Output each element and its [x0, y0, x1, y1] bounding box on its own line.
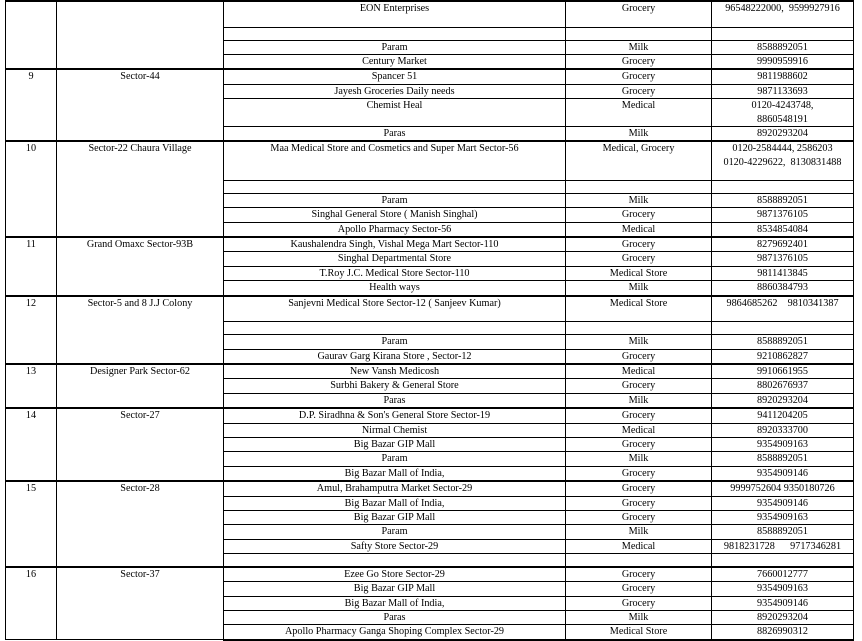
phone-cell — [712, 27, 854, 40]
phone-cell: 8588892051 — [712, 193, 854, 207]
store-name-cell: EON Enterprises — [224, 1, 566, 27]
store-type-cell: Grocery — [566, 466, 712, 481]
store-type-cell: Medical — [566, 539, 712, 553]
store-type-cell: Milk — [566, 452, 712, 466]
store-type-cell: Grocery — [566, 481, 712, 496]
store-name-cell: Big Bazar GIP Mall — [224, 511, 566, 525]
store-name-cell: Paras — [224, 611, 566, 625]
serial-number-cell: 11 — [6, 237, 57, 296]
store-name-cell: T.Roy J.C. Medical Store Sector-110 — [224, 266, 566, 280]
phone-cell: 8279692401 — [712, 237, 854, 252]
phone-cell: 8920293204 — [712, 611, 854, 625]
store-name-cell: Singhal General Store ( Manish Singhal) — [224, 208, 566, 222]
area-cell: Sector-5 and 8 J.J Colony — [57, 296, 224, 364]
store-type-cell: Medical Store — [566, 266, 712, 280]
store-name-cell: Big Bazar Mall of India, — [224, 466, 566, 481]
store-directory-table — [5, 0, 854, 641]
phone-cell: 9864685262 9810341387 — [712, 296, 854, 322]
phone-cell: 8920293204 — [712, 393, 854, 408]
phone-cell: 8588892051 — [712, 525, 854, 539]
phone-cell: 8802676937 — [712, 379, 854, 393]
phone-cell: 8534854084 — [712, 222, 854, 237]
phone-cell: 9354909146 — [712, 466, 854, 481]
phone-cell: 7660012777 — [712, 567, 854, 582]
store-name-cell: New Vansh Medicosh — [224, 364, 566, 379]
phone-cell: 9354909163 — [712, 582, 854, 596]
store-name-cell: Paras — [224, 393, 566, 408]
store-name-cell: Ezee Go Store Sector-29 — [224, 567, 566, 582]
phone-cell: 8826990312 — [712, 625, 854, 640]
store-directory-sheet — [5, 0, 854, 641]
store-name-cell: Sanjevni Medical Store Sector-12 ( Sanjeev Kumar) — [224, 296, 566, 322]
area-cell: Sector-22 Chaura Village — [57, 141, 224, 237]
store-name-cell: Singhal Departmental Store — [224, 252, 566, 266]
store-name-cell: Param — [224, 40, 566, 54]
serial-number-cell: 12 — [6, 296, 57, 364]
store-name-cell: Amul, Brahamputra Market Sector-29 — [224, 481, 566, 496]
store-type-cell — [566, 554, 712, 567]
area-cell: Sector-44 — [57, 69, 224, 141]
area-cell: Sector-27 — [57, 408, 224, 481]
store-type-cell — [566, 322, 712, 335]
area-group — [6, 1, 854, 69]
area-group — [6, 296, 854, 364]
store-type-cell: Medical Store — [566, 296, 712, 322]
store-type-cell: Grocery — [566, 496, 712, 510]
store-type-cell: Grocery — [566, 54, 712, 69]
area-cell — [57, 1, 224, 69]
store-type-cell: Medical — [566, 99, 712, 127]
area-group — [6, 567, 854, 640]
store-name-cell: Apollo Pharmacy Sector-56 — [224, 222, 566, 237]
store-type-cell: Grocery — [566, 349, 712, 364]
store-name-cell: Jayesh Groceries Daily needs — [224, 84, 566, 98]
phone-cell: 0120-4243748, 8860548191 — [712, 99, 854, 127]
store-name-cell: Spancer 51 — [224, 69, 566, 84]
phone-cell: 9871376105 — [712, 252, 854, 266]
store-name-cell — [224, 322, 566, 335]
phone-cell: 9411204205 — [712, 408, 854, 423]
table-row — [6, 296, 854, 322]
area-group — [6, 481, 854, 567]
store-type-cell: Grocery — [566, 567, 712, 582]
serial-number-cell: 13 — [6, 364, 57, 408]
serial-number-cell: 14 — [6, 408, 57, 481]
store-type-cell: Grocery — [566, 408, 712, 423]
store-name-cell: Paras — [224, 126, 566, 141]
table-row — [6, 481, 854, 496]
phone-cell: 9871133693 — [712, 84, 854, 98]
store-name-cell: Big Bazar GIP Mall — [224, 438, 566, 452]
store-type-cell: Grocery — [566, 438, 712, 452]
phone-cell: 9354909146 — [712, 596, 854, 610]
store-name-cell: Param — [224, 193, 566, 207]
phone-cell: 96548222000, 9599927916 — [712, 1, 854, 27]
store-type-cell: Milk — [566, 126, 712, 141]
store-type-cell: Grocery — [566, 379, 712, 393]
store-type-cell: Grocery — [566, 69, 712, 84]
phone-cell: 9354909146 — [712, 496, 854, 510]
phone-cell — [712, 180, 854, 193]
store-name-cell: Health ways — [224, 281, 566, 296]
store-name-cell — [224, 27, 566, 40]
store-type-cell: Milk — [566, 281, 712, 296]
store-type-cell: Grocery — [566, 582, 712, 596]
table-row — [6, 237, 854, 252]
store-type-cell: Grocery — [566, 596, 712, 610]
table-row — [6, 408, 854, 423]
area-cell: Designer Park Sector-62 — [57, 364, 224, 408]
store-type-cell: Milk — [566, 40, 712, 54]
phone-cell: 9990959916 — [712, 54, 854, 69]
phone-cell: 8588892051 — [712, 335, 854, 349]
phone-cell: 9871376105 — [712, 208, 854, 222]
store-name-cell: Big Bazar GIP Mall — [224, 582, 566, 596]
store-type-cell — [566, 27, 712, 40]
store-type-cell: Medical, Grocery — [566, 141, 712, 180]
store-type-cell: Milk — [566, 335, 712, 349]
store-name-cell: Param — [224, 525, 566, 539]
store-type-cell: Grocery — [566, 252, 712, 266]
phone-cell: 9910661955 — [712, 364, 854, 379]
store-name-cell: Surbhi Bakery & General Store — [224, 379, 566, 393]
store-type-cell: Grocery — [566, 1, 712, 27]
store-name-cell — [224, 180, 566, 193]
phone-cell: 8860384793 — [712, 281, 854, 296]
store-type-cell: Medical Store — [566, 625, 712, 640]
store-type-cell: Grocery — [566, 84, 712, 98]
store-type-cell — [566, 180, 712, 193]
phone-cell: 9818231728 9717346281 — [712, 539, 854, 553]
area-group — [6, 237, 854, 296]
store-name-cell: Big Bazar Mall of India, — [224, 496, 566, 510]
store-type-cell: Medical — [566, 364, 712, 379]
table-row — [6, 69, 854, 84]
phone-cell: 0120-2584444, 2586203 0120-4229622, 8130831488 — [712, 141, 854, 180]
table-row — [6, 1, 854, 27]
table-row — [6, 567, 854, 582]
store-name-cell: Apollo Pharmacy Ganga Shoping Complex Sector-29 — [224, 625, 566, 640]
store-type-cell: Grocery — [566, 208, 712, 222]
store-name-cell: Century Market — [224, 54, 566, 69]
phone-cell: 9999752604 9350180726 — [712, 481, 854, 496]
phone-cell: 8920293204 — [712, 126, 854, 141]
phone-cell: 9811413845 — [712, 266, 854, 280]
area-group — [6, 141, 854, 237]
store-name-cell: Param — [224, 452, 566, 466]
store-type-cell: Milk — [566, 525, 712, 539]
store-name-cell: Safty Store Sector-29 — [224, 539, 566, 553]
phone-cell: 9354909163 — [712, 511, 854, 525]
store-type-cell: Medical — [566, 222, 712, 237]
store-name-cell: Big Bazar Mall of India, — [224, 596, 566, 610]
store-type-cell: Grocery — [566, 511, 712, 525]
store-name-cell: Param — [224, 335, 566, 349]
phone-cell — [712, 322, 854, 335]
store-type-cell: Milk — [566, 193, 712, 207]
phone-cell: 9811988602 — [712, 69, 854, 84]
serial-number-cell: 9 — [6, 69, 57, 141]
store-type-cell: Milk — [566, 393, 712, 408]
store-name-cell: D.P. Siradhna & Son's General Store Sector-19 — [224, 408, 566, 423]
store-name-cell: Maa Medical Store and Cosmetics and Super Mart Sector-56 — [224, 141, 566, 180]
area-group — [6, 408, 854, 481]
store-type-cell: Medical — [566, 423, 712, 437]
store-name-cell: Kaushalendra Singh, Vishal Mega Mart Sector-110 — [224, 237, 566, 252]
area-group — [6, 364, 854, 408]
store-name-cell: Gaurav Garg Kirana Store , Sector-12 — [224, 349, 566, 364]
store-type-cell: Grocery — [566, 237, 712, 252]
area-cell: Grand Omaxc Sector-93B — [57, 237, 224, 296]
phone-cell: 9210862827 — [712, 349, 854, 364]
serial-number-cell — [6, 1, 57, 69]
table-row — [6, 141, 854, 180]
phone-cell: 8588892051 — [712, 452, 854, 466]
store-name-cell: Nirmal Chemist — [224, 423, 566, 437]
area-cell: Sector-28 — [57, 481, 224, 567]
table-row — [6, 364, 854, 379]
phone-cell: 8588892051 — [712, 40, 854, 54]
store-name-cell: Chemist Heal — [224, 99, 566, 127]
serial-number-cell: 10 — [6, 141, 57, 237]
store-type-cell: Milk — [566, 611, 712, 625]
serial-number-cell: 15 — [6, 481, 57, 567]
phone-cell: 8920333700 — [712, 423, 854, 437]
phone-cell: 9354909163 — [712, 438, 854, 452]
store-name-cell — [224, 554, 566, 567]
area-cell: Sector-37 — [57, 567, 224, 640]
serial-number-cell: 16 — [6, 567, 57, 640]
area-group — [6, 69, 854, 141]
phone-cell — [712, 554, 854, 567]
